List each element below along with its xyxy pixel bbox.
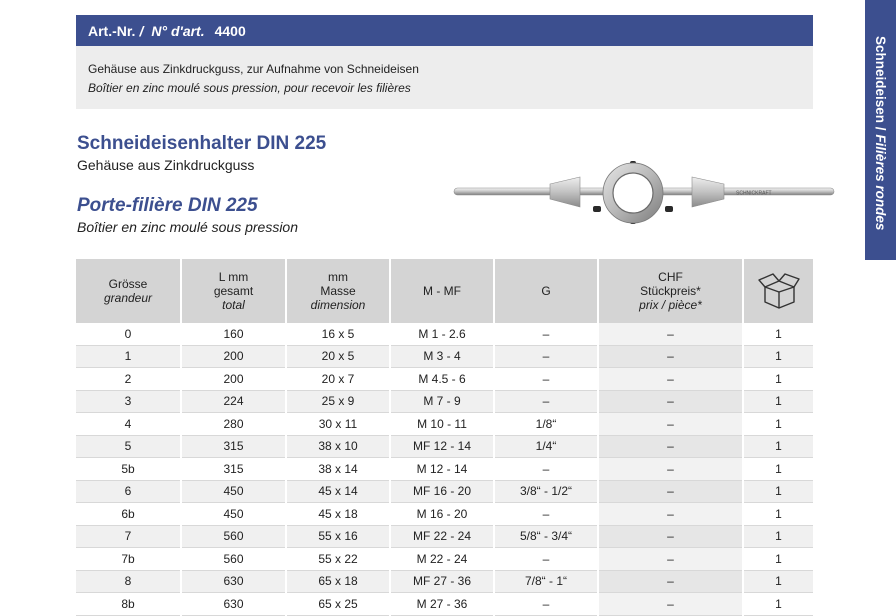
cell-length: 160 bbox=[181, 323, 286, 345]
cell-g: 1/4“ bbox=[494, 435, 598, 458]
cell-thread: MF 27 - 36 bbox=[390, 570, 494, 593]
table-row bbox=[76, 503, 813, 526]
table-row bbox=[76, 593, 813, 616]
art-separator: / bbox=[139, 22, 144, 39]
cell-dim: 65 x 25 bbox=[286, 593, 390, 616]
cell-thread: M 27 - 36 bbox=[390, 593, 494, 616]
description-de: Gehäuse aus Zinkdruckguss, zur Aufnahme von Schneideisen bbox=[88, 62, 419, 76]
cell-price: – bbox=[598, 368, 743, 391]
cell-size: 1 bbox=[76, 345, 181, 368]
cell-price: – bbox=[598, 570, 743, 593]
table-row bbox=[76, 525, 813, 548]
cell-thread: M 7 - 9 bbox=[390, 390, 494, 413]
table-row bbox=[76, 345, 813, 368]
cell-size: 7b bbox=[76, 548, 181, 571]
cell-g: 3/8“ - 1/2“ bbox=[494, 480, 598, 503]
cell-pack: 1 bbox=[743, 390, 813, 413]
col-header-dimension: mm Masse dimension bbox=[286, 259, 390, 323]
cell-g: – bbox=[494, 323, 598, 345]
cell-size: 8b bbox=[76, 593, 181, 616]
cell-thread: M 3 - 4 bbox=[390, 345, 494, 368]
spec-table-body bbox=[76, 323, 813, 615]
table-row bbox=[76, 368, 813, 391]
cell-g: – bbox=[494, 593, 598, 616]
cell-size: 5 bbox=[76, 435, 181, 458]
cell-g: – bbox=[494, 548, 598, 571]
cell-g: – bbox=[494, 503, 598, 526]
cell-length: 200 bbox=[181, 368, 286, 391]
die-holder-image bbox=[452, 157, 837, 235]
description-fr: Boîtier en zinc moulé sous pression, pour recevoir les filières bbox=[88, 81, 411, 95]
cell-pack: 1 bbox=[743, 345, 813, 368]
cell-length: 224 bbox=[181, 390, 286, 413]
cell-pack: 1 bbox=[743, 593, 813, 616]
cell-price: – bbox=[598, 435, 743, 458]
table-header-row bbox=[76, 259, 813, 323]
category-tab bbox=[865, 0, 896, 260]
cell-length: 560 bbox=[181, 548, 286, 571]
art-number: 4400 bbox=[214, 22, 246, 39]
cell-pack: 1 bbox=[743, 570, 813, 593]
table-row bbox=[76, 435, 813, 458]
cell-thread: M 22 - 24 bbox=[390, 548, 494, 571]
cell-price: – bbox=[598, 593, 743, 616]
cell-dim: 55 x 22 bbox=[286, 548, 390, 571]
cell-dim: 38 x 10 bbox=[286, 435, 390, 458]
cell-g: – bbox=[494, 458, 598, 481]
cell-g: – bbox=[494, 368, 598, 391]
col-header-size: Grösse grandeur bbox=[76, 259, 181, 323]
cell-pack: 1 bbox=[743, 368, 813, 391]
cell-dim: 20 x 5 bbox=[286, 345, 390, 368]
cell-thread: M 4.5 - 6 bbox=[390, 368, 494, 391]
col-header-price: CHF Stückpreis* prix / pièce* bbox=[598, 259, 743, 323]
cell-size: 8 bbox=[76, 570, 181, 593]
col-header-pack bbox=[743, 259, 813, 323]
cell-thread: MF 16 - 20 bbox=[390, 480, 494, 503]
product-title-fr: Porte-filière DIN 225 bbox=[77, 195, 258, 216]
cell-pack: 1 bbox=[743, 503, 813, 526]
cell-dim: 38 x 14 bbox=[286, 458, 390, 481]
table-row bbox=[76, 390, 813, 413]
art-label-fr: N° d'art. bbox=[151, 22, 205, 39]
cell-size: 2 bbox=[76, 368, 181, 391]
col-header-g: G bbox=[494, 259, 598, 323]
cell-length: 315 bbox=[181, 458, 286, 481]
cell-dim: 20 x 7 bbox=[286, 368, 390, 391]
cell-pack: 1 bbox=[743, 413, 813, 436]
cell-pack: 1 bbox=[743, 323, 813, 345]
col-header-length: L mm gesamt total bbox=[181, 259, 286, 323]
cell-price: – bbox=[598, 525, 743, 548]
cell-g: 7/8“ - 1“ bbox=[494, 570, 598, 593]
cell-size: 6b bbox=[76, 503, 181, 526]
cell-price: – bbox=[598, 480, 743, 503]
table-row bbox=[76, 458, 813, 481]
cell-price: – bbox=[598, 345, 743, 368]
product-subtitle-de: Gehäuse aus Zinkdruckguss bbox=[77, 157, 255, 173]
cell-length: 560 bbox=[181, 525, 286, 548]
cell-thread: M 12 - 14 bbox=[390, 458, 494, 481]
cell-price: – bbox=[598, 503, 743, 526]
cell-pack: 1 bbox=[743, 458, 813, 481]
cell-thread: M 16 - 20 bbox=[390, 503, 494, 526]
cell-dim: 25 x 9 bbox=[286, 390, 390, 413]
tool-brand-text: SCHNICKRAFT bbox=[736, 190, 772, 197]
cell-g: – bbox=[494, 345, 598, 368]
cell-length: 280 bbox=[181, 413, 286, 436]
table-row bbox=[76, 480, 813, 503]
col-header-thread: M - MF bbox=[390, 259, 494, 323]
spec-table bbox=[76, 259, 813, 616]
cell-thread: M 1 - 2.6 bbox=[390, 323, 494, 345]
cell-size: 6 bbox=[76, 480, 181, 503]
cell-dim: 16 x 5 bbox=[286, 323, 390, 345]
category-label-fr: Filières rondes bbox=[873, 134, 888, 231]
cell-dim: 55 x 16 bbox=[286, 525, 390, 548]
cell-thread: MF 12 - 14 bbox=[390, 435, 494, 458]
cell-size: 5b bbox=[76, 458, 181, 481]
table-row bbox=[76, 413, 813, 436]
box-icon bbox=[757, 270, 801, 310]
cell-thread: MF 22 - 24 bbox=[390, 525, 494, 548]
cell-size: 0 bbox=[76, 323, 181, 345]
table-row bbox=[76, 570, 813, 593]
cell-pack: 1 bbox=[743, 480, 813, 503]
description-box bbox=[76, 46, 813, 109]
cell-length: 450 bbox=[181, 503, 286, 526]
cell-length: 450 bbox=[181, 480, 286, 503]
cell-g: – bbox=[494, 390, 598, 413]
cell-length: 315 bbox=[181, 435, 286, 458]
cell-length: 630 bbox=[181, 593, 286, 616]
cell-price: – bbox=[598, 413, 743, 436]
cell-pack: 1 bbox=[743, 525, 813, 548]
article-header bbox=[76, 15, 813, 46]
table-row bbox=[76, 323, 813, 345]
cell-price: – bbox=[598, 548, 743, 571]
table-row bbox=[76, 548, 813, 571]
cell-price: – bbox=[598, 458, 743, 481]
product-title-de: Schneideisenhalter DIN 225 bbox=[77, 133, 327, 154]
category-tab-label bbox=[873, 36, 888, 230]
cell-price: – bbox=[598, 323, 743, 345]
cell-g: 1/8“ bbox=[494, 413, 598, 436]
category-label-de: Schneideisen / bbox=[873, 36, 888, 131]
cell-dim: 30 x 11 bbox=[286, 413, 390, 436]
cell-thread: M 10 - 11 bbox=[390, 413, 494, 436]
cell-length: 630 bbox=[181, 570, 286, 593]
cell-pack: 1 bbox=[743, 548, 813, 571]
cell-price: – bbox=[598, 390, 743, 413]
cell-dim: 65 x 18 bbox=[286, 570, 390, 593]
cell-dim: 45 x 14 bbox=[286, 480, 390, 503]
cell-size: 4 bbox=[76, 413, 181, 436]
cell-pack: 1 bbox=[743, 435, 813, 458]
cell-g: 5/8“ - 3/4“ bbox=[494, 525, 598, 548]
product-subtitle-fr: Boîtier en zinc moulé sous pression bbox=[77, 219, 298, 235]
cell-dim: 45 x 18 bbox=[286, 503, 390, 526]
cell-length: 200 bbox=[181, 345, 286, 368]
cell-size: 7 bbox=[76, 525, 181, 548]
art-label-de: Art.-Nr. bbox=[88, 22, 136, 39]
cell-size: 3 bbox=[76, 390, 181, 413]
